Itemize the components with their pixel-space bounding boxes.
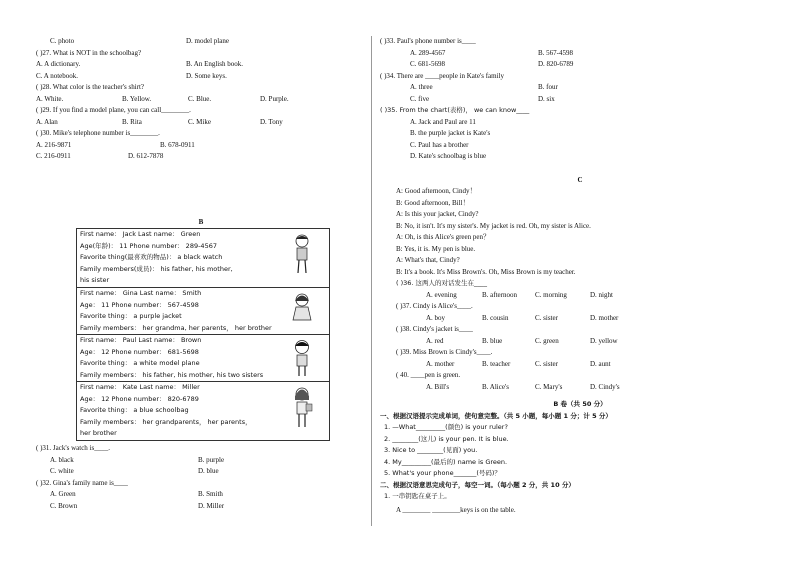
profile-card-gina [77, 288, 329, 335]
girl-illustration-icon [289, 292, 315, 328]
option: D. Purple. [260, 94, 289, 103]
profile-chart [76, 228, 330, 441]
question-39: ( )39. Miss Brown is Cindy's____. [396, 348, 493, 356]
option: C. Paul has a brother [410, 140, 469, 149]
question-27: ( )27. What is NOT in the schoolbag? [36, 48, 142, 57]
option: B. 567-4598 [538, 48, 573, 57]
q38-options [380, 336, 780, 348]
q29-options [36, 117, 366, 129]
card-line: First name： Gina Last name： Smith [80, 289, 202, 297]
option: D. Tony [260, 117, 283, 126]
card-line: Age： 11 Phone number： 567-4598 [80, 300, 199, 309]
option: D. Kate's schoolbag is blue [410, 152, 487, 160]
q40-options [380, 382, 780, 394]
option: D. 612-7878 [128, 152, 164, 160]
option: B. cousin [482, 313, 509, 322]
card-line: First name： Kate Last name： Miller [80, 383, 200, 391]
option: C. A notebook. [36, 71, 79, 80]
option: C. sister [535, 359, 558, 368]
option: C. morning [535, 290, 567, 299]
option: A. evening [426, 290, 457, 299]
card-line: Family members(成员)： his father, his mother, [80, 264, 233, 273]
option: C. white [50, 467, 74, 475]
option: D. Miller [198, 501, 225, 510]
profile-card-kate [77, 382, 329, 440]
option: D. model plane [186, 37, 229, 45]
question-37: ( )37. Cindy is Alice's____. [396, 302, 473, 310]
card-line: his sister [80, 276, 110, 284]
q33-options [380, 48, 780, 60]
question-35: ( )35. From the chart(表格)， we can know____ [380, 106, 530, 114]
option: B. four [538, 83, 558, 91]
option: A. White. [36, 94, 64, 103]
option: D. aunt [590, 359, 611, 368]
dialog-line: B: Yes, it is. My pen is blue. [396, 244, 476, 253]
option: C. photo [50, 37, 75, 45]
left-column [36, 36, 366, 512]
boy-illustration-icon [289, 233, 315, 277]
card-line: Age： 12 Phone number： 681-5698 [80, 347, 199, 356]
dialog-line: A: Is this your jacket, Cindy? [396, 210, 479, 218]
dialog-line: A: Good afternoon, Cindy！ [396, 187, 477, 195]
option: B. purple [198, 455, 225, 464]
card-line: Family members： his father, his mother, his two sisters [80, 370, 264, 379]
option: D. 820-6789 [538, 60, 574, 68]
option: C. Brown [50, 501, 78, 510]
option: C. 681-5698 [410, 60, 445, 68]
option: C. 216-0911 [36, 152, 71, 160]
option: A. Bill's [426, 382, 450, 391]
q30-options-2 [36, 151, 366, 163]
option: D. mother [590, 313, 619, 322]
fill-in-item: 3. Nice to ________(见面) you. [384, 446, 478, 454]
option: B. Alice's [482, 382, 509, 391]
option: A. Green [50, 490, 76, 498]
dialog-line: B: No, it isn't. It's my sister's. My jacket is red. Oh, my sister is Alice. [396, 221, 591, 230]
card-line: Favorite thing(最喜欢的物品)： a black watch [80, 253, 223, 261]
q36-options [380, 290, 780, 302]
option: B. afternoon [482, 290, 517, 299]
column-divider [371, 36, 372, 526]
q26-options [36, 36, 366, 48]
option: D. Cindy's [590, 382, 620, 391]
option: D. blue [198, 467, 219, 475]
option: B. Yellow. [122, 94, 152, 103]
option: D. yellow [590, 336, 618, 345]
translation-prompt: 1. 一串钥匙在桌子上。 [384, 492, 451, 500]
option: A. 216-9871 [36, 140, 72, 149]
q31-options [36, 455, 366, 467]
q37-options [380, 313, 780, 325]
dialog-line: A: What's that, Cindy? [396, 256, 460, 264]
option: B. Rita [122, 117, 142, 126]
option: B. 678-0911 [160, 140, 195, 149]
section-b-heading: B [198, 217, 204, 226]
q32-options-2 [36, 501, 366, 513]
option: B. the purple jacket is Kate's [410, 129, 491, 137]
card-line: her brother [80, 429, 117, 437]
option: A. Jack and Paul are 11 [410, 117, 476, 126]
q31-options-2 [36, 466, 366, 478]
q28-options [36, 94, 366, 106]
card-line: First name： Paul Last name： Brown [80, 336, 202, 344]
question-29: ( )29. If you find a model plane, you can call________. [36, 106, 191, 114]
q33-options-2 [380, 59, 780, 71]
option: D. night [590, 290, 613, 299]
fill-in-item: 4. My_________(最后的) name is Green. [384, 457, 508, 466]
paper-b-title: B 卷（共 50 分） [553, 400, 607, 408]
question-33: ( )33. Paul's phone number is____ [380, 37, 476, 45]
question-36: ( )36. 这两人的对话发生在____ [396, 279, 488, 287]
option: C. sister [535, 313, 558, 322]
option: B. teacher [482, 359, 511, 368]
right-column [380, 36, 780, 516]
option: D. Some keys. [186, 71, 227, 80]
card-line: Family members： her grandma, her parents， her brother [80, 323, 272, 332]
question-34: ( )34. There are ____people in Kate's family [380, 71, 504, 80]
option: A. A dictionary. [36, 60, 81, 68]
q32-options [36, 489, 366, 501]
card-line: Favorite thing： a purple jacket [80, 312, 182, 320]
question-38: ( )38. Cindy's jacket is____ [396, 325, 473, 333]
question-31: ( )31. Jack's watch is____. [36, 444, 110, 452]
fill-in-item: 5. What's your phone_______(号码)？ [384, 469, 501, 477]
option: C. five [410, 94, 430, 103]
question-40: ( 40. ____pen is green. [396, 371, 461, 379]
option: A. three [410, 83, 433, 91]
option: B. An English book. [186, 60, 243, 68]
card-line: Favorite thing： a blue schoolbag [80, 406, 189, 414]
q34-options-2 [380, 94, 780, 106]
option: C. green [535, 336, 559, 345]
option: A. Alan [36, 117, 58, 126]
profile-card-jack [77, 229, 329, 288]
question-32: ( )32. Gina's family name is____ [36, 478, 128, 487]
option: A. 289-4567 [410, 48, 446, 57]
q27-options [36, 59, 366, 71]
girl-illustration-icon [289, 386, 315, 430]
option: B. Smith [198, 490, 223, 498]
q30-options [36, 140, 366, 152]
option: D. six [538, 94, 555, 103]
option: B. blue [482, 336, 503, 345]
q34-options [380, 82, 780, 94]
part-2-title: 二、根据汉语意思完成句子，每空一词。（每小题 2 分，共 10 分） [380, 480, 575, 489]
card-line: Family members： her grandparents， her parents， [80, 417, 252, 426]
option: A. red [426, 336, 444, 345]
dialog-line: B: It's a book. It's Miss Brown's. Oh, Miss Brown is my teacher. [396, 267, 576, 276]
option: C. Blue. [188, 94, 212, 103]
dialog-line: B: Good afternoon, Bill！ [396, 198, 470, 207]
option: A. mother [426, 359, 455, 368]
card-line: Age(年龄)： 11 Phone number： 289-4567 [80, 241, 217, 250]
card-line: First name： Jack Last name： Green [80, 230, 201, 238]
option: A. boy [426, 313, 446, 322]
boy-illustration-icon [289, 339, 315, 377]
dialog-line: A: Oh, is this Alice's green pen？ [396, 233, 490, 241]
card-line: Age： 12 Phone number： 820-6789 [80, 394, 199, 403]
translation-answer: A ________ ________keys is on the table. [396, 505, 516, 514]
q27-options-2 [36, 71, 366, 83]
option: A. black [50, 455, 74, 464]
option: C. Mike [188, 117, 211, 126]
q39-options [380, 359, 780, 371]
section-c-heading: C [577, 175, 583, 184]
part-1-title: 一、根据汉语提示完成单词，使句意完整。（共 5 小题，每小题 1 分；计 5 分） [380, 411, 612, 420]
card-line: Favorite thing： a white model plane [80, 359, 200, 367]
profile-card-paul [77, 335, 329, 382]
option: C. Mary's [535, 382, 563, 391]
question-28: ( )28. What color is the teacher's shirt? [36, 83, 145, 91]
fill-in-item: 2. ________(这儿) is your pen. It is blue. [384, 434, 509, 443]
question-30: ( )30. Mike's telephone number is________. [36, 129, 160, 137]
fill-in-item: 1. —What_________(颜色) is your ruler? [384, 423, 508, 431]
